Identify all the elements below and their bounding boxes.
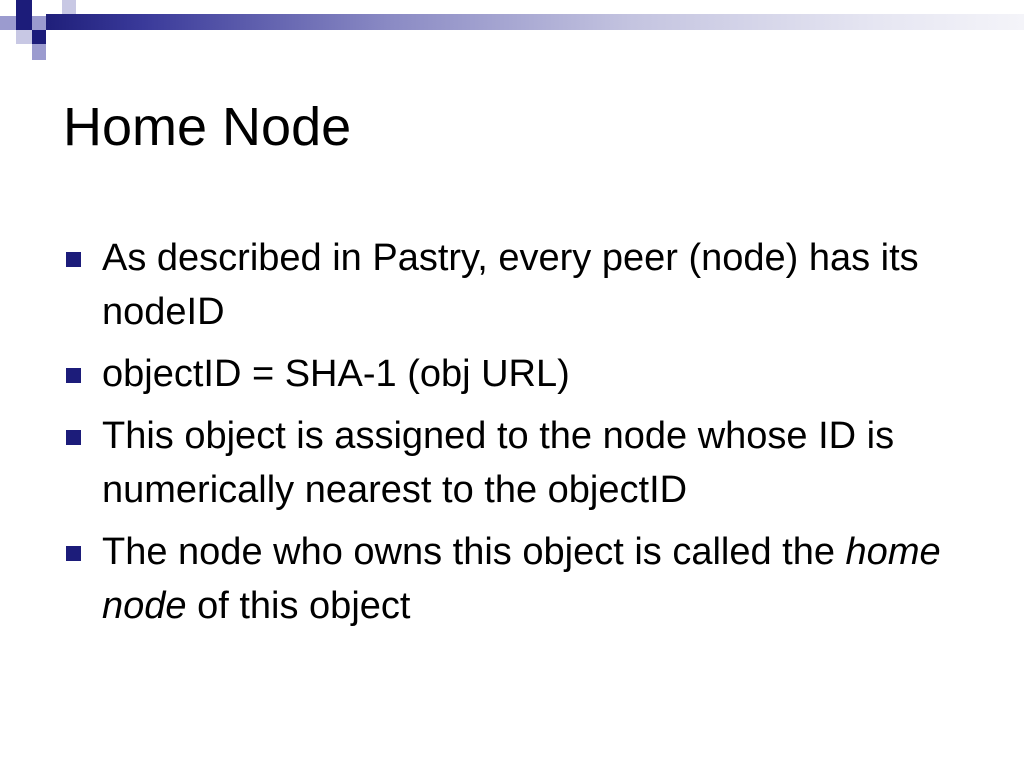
bullet-text-emphasis: home node (102, 531, 941, 627)
bullet-item (63, 525, 963, 633)
bullet-text: objectID = SHA-1 (obj URL) (102, 353, 570, 395)
decorative-header-bar (46, 14, 1024, 30)
slide-title: Home Node (63, 97, 352, 157)
decorative-checker-logo (0, 0, 80, 62)
bullet-text-after: of this object (186, 585, 411, 627)
bullet-item (63, 347, 963, 401)
bullet-item (63, 409, 963, 517)
bullet-item (63, 231, 963, 339)
bullet-text: As described in Pastry, every peer (node) has its nodeID (102, 237, 919, 333)
bullet-text-before: The node who owns this object is called the (102, 531, 846, 573)
bullet-text: This object is assigned to the node whose ID is numerically nearest to the objectID (102, 415, 895, 511)
bullet-list (63, 231, 963, 641)
